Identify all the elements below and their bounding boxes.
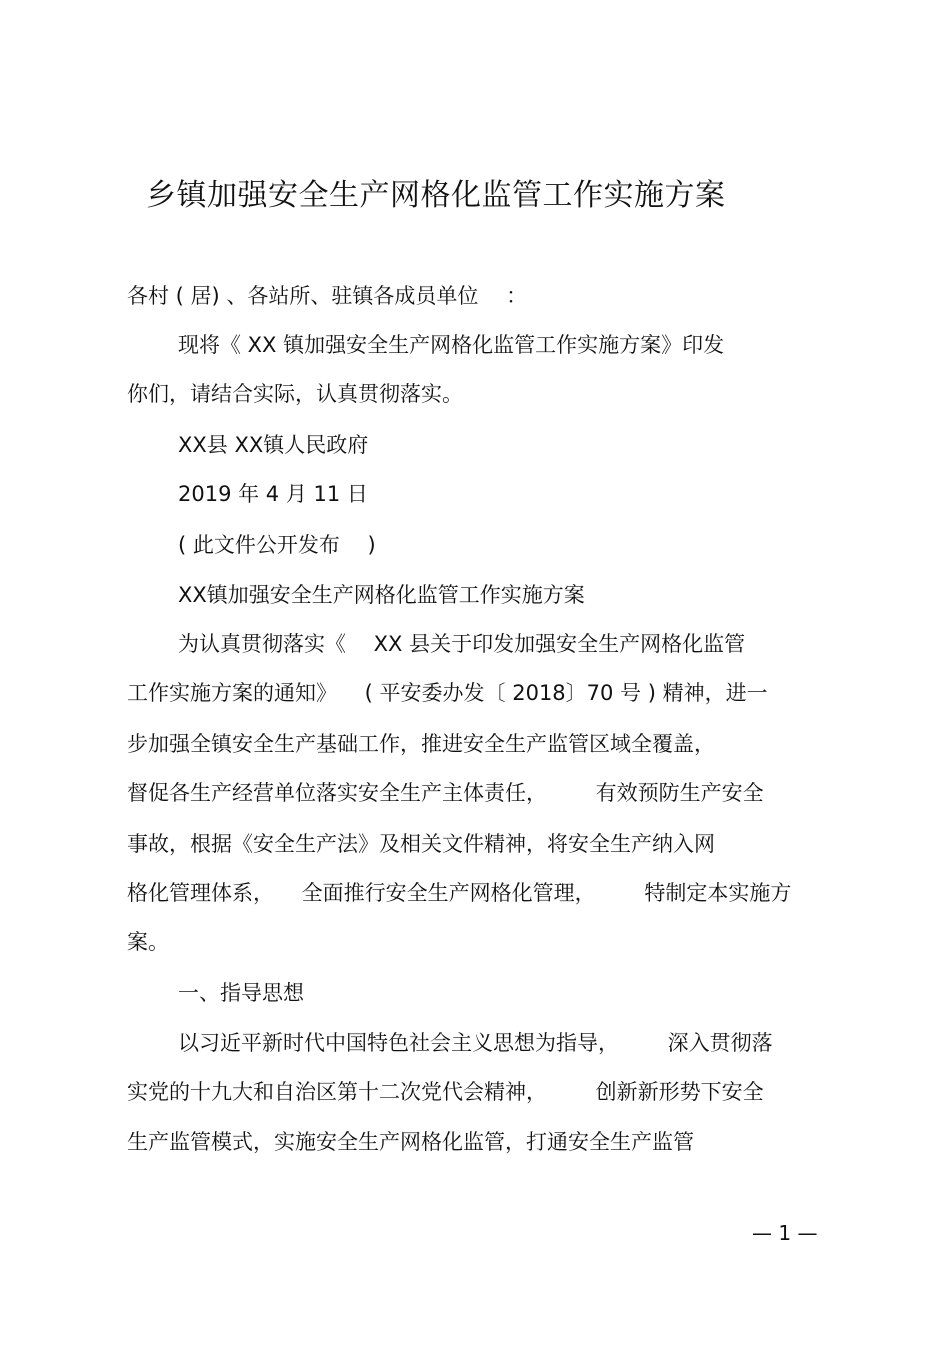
paragraph-line: 生产监管模式，实施安全生产网格化监管，打通安全生产监管: [127, 1130, 694, 1154]
date-line: 2019 年 4 月 11 日: [178, 482, 368, 506]
issuer-line: XX县 XX镇人民政府: [178, 433, 369, 457]
addressee-line: 各村 ( 居) 、各站所、驻镇各成员单位 ：: [127, 284, 528, 308]
publication-note: ( 此文件公开发布 ): [178, 533, 376, 557]
paragraph-line: 以习近平新时代中国特色社会主义思想为指导， 深入贯彻落: [178, 1031, 773, 1055]
page-number: — 1 —: [752, 1221, 818, 1245]
paragraph-line: 督促各生产经营单位落实安全生产主体责任， 有效预防生产安全: [127, 781, 764, 805]
paragraph-line: 步加强全镇安全生产基础工作，推进安全生产监管区域全覆盖，: [127, 732, 715, 756]
notice-line-2: 你们，请结合实际，认真贯彻落实。: [127, 382, 463, 406]
paragraph-line: 事故，根据《安全生产法》及相关文件精神，将安全生产纳入网: [127, 832, 715, 856]
document-title: 乡镇加强安全生产网格化监管工作实施方案: [146, 178, 726, 213]
paragraph-line: 格化管理体系， 全面推行安全生产网格化管理， 特制定本实施方: [127, 881, 792, 905]
subsection-heading: 一、指导思想: [178, 981, 304, 1005]
section-heading: XX镇加强安全生产网格化监管工作实施方案: [178, 583, 585, 607]
notice-line-1: 现将《 XX 镇加强安全生产网格化监管工作实施方案》印发: [178, 333, 725, 357]
paragraph-line: 工作实施方案的通知》 ( 平安委办发〔 2018〕70 号 ) 精神，进一: [127, 681, 768, 705]
paragraph-line: 实党的十九大和自治区第十二次党代会精神， 创新新形势下安全: [127, 1080, 764, 1104]
paragraph-line: 为认真贯彻落实《 XX 县关于印发加强安全生产网格化监管: [178, 632, 746, 656]
paragraph-line: 案。: [127, 930, 169, 954]
